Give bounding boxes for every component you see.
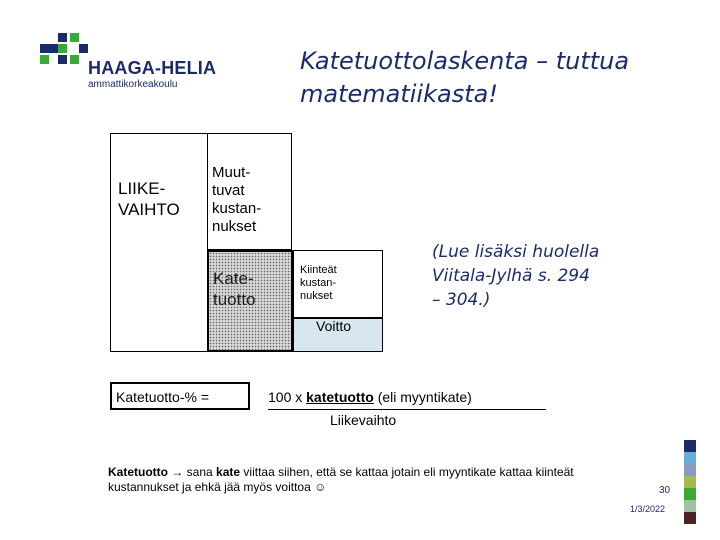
formula-numerator [268, 389, 472, 405]
page-number: 30 [659, 485, 671, 496]
explanation-kate: kate [216, 465, 241, 479]
reading-note: (Lue lisäksi huolella Viitala-Jylhä s. 294 – 304.) [432, 242, 600, 310]
kiinteat-kustannukset-label: Kiinteät kustan- nukset [300, 264, 337, 302]
arrow-icon: → [171, 465, 184, 479]
logo-square [70, 55, 79, 64]
voitto-label: Voitto [316, 318, 352, 334]
logo-subtitle: ammattikorkeakoulu [88, 79, 178, 90]
logo-square [79, 44, 88, 53]
logo-square [49, 44, 58, 53]
stripe-block [684, 476, 696, 488]
slide-title: Katetuottolaskenta – tuttua matematiikasta! [300, 47, 630, 108]
logo-square [70, 33, 79, 42]
stripe-block [684, 464, 696, 476]
logo-square [58, 44, 67, 53]
stripe-block [684, 500, 696, 512]
stripe-block [684, 452, 696, 464]
stripe-block [684, 512, 696, 524]
logo-square [58, 33, 67, 42]
liikevaihto-box [110, 133, 208, 352]
explanation-text [108, 465, 628, 495]
numerator-prefix: 100 x [268, 389, 307, 405]
katetuotto-label: Kate- tuotto [213, 269, 256, 309]
numerator-suffix: (eli myyntikate) [373, 389, 472, 405]
formula-label: Katetuotto-% = [116, 389, 210, 405]
explanation-after: viittaa siihen, että se kattaa jotain eli myyntikate kattaa kiinteät kustannukset ja ehkä jää myös voittoa ☺ [108, 465, 574, 494]
formula-denominator: Liikevaihto [330, 412, 397, 428]
slide-date: 1/3/2022 [630, 504, 666, 514]
explanation-term: Katetuotto [108, 465, 168, 479]
liikevaihto-label: LIIKE- VAIHTO [118, 179, 180, 219]
logo-square [40, 44, 49, 53]
stripe-block [684, 488, 696, 500]
numerator-katetuotto: katetuotto [306, 389, 374, 405]
logo-square [58, 55, 67, 64]
haaga-helia-logo-mark [40, 33, 90, 73]
logo-square [40, 55, 49, 64]
logo-name: HAAGA-HELIA [88, 58, 217, 78]
fraction-line [268, 409, 546, 410]
explanation-before: sana [183, 465, 217, 479]
muuttuvat-kustannukset-label: Muut- tuvat kustan- nukset [212, 164, 262, 235]
stripe-block [684, 440, 696, 452]
